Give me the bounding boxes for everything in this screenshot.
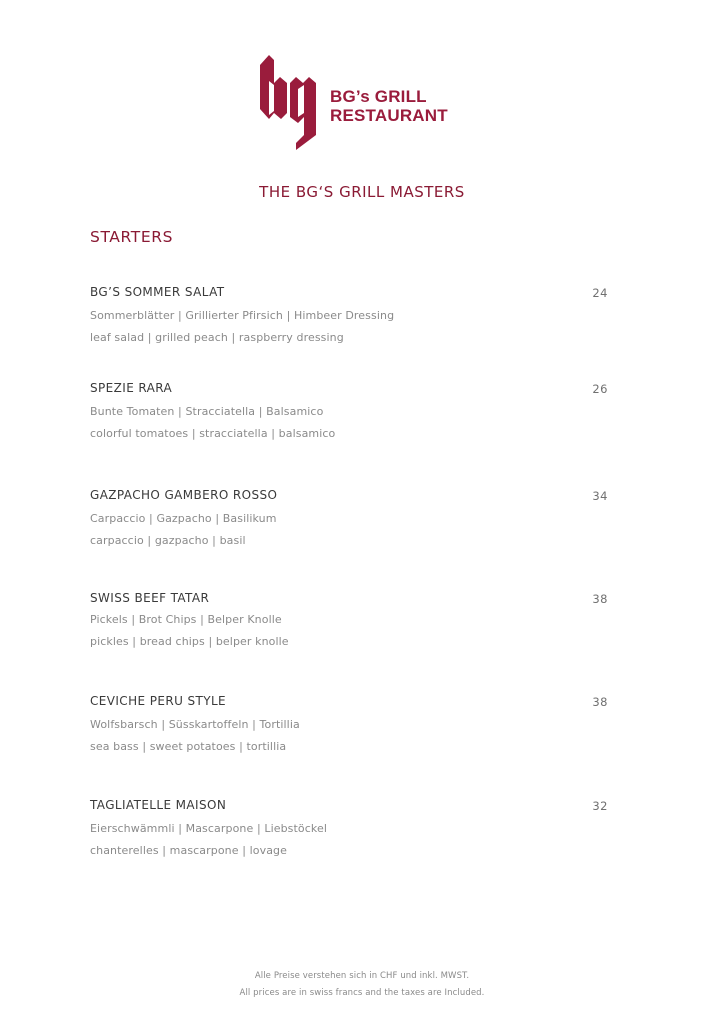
item-price: 32 [592, 799, 608, 813]
item-description-en: chanterelles | mascarpone | lovage [90, 844, 288, 857]
section-title-starters: STARTERS [90, 228, 174, 246]
item-price: 38 [592, 592, 608, 606]
bg-monogram-icon [260, 55, 320, 150]
brand-name-line1: BG’s GRILL [330, 87, 427, 106]
item-description-en: colorful tomatoes | stracciatella | balsamico [90, 427, 336, 440]
menu-title: THE BG‘S GRILL MASTERS [259, 183, 465, 201]
price-note-en: All prices are in swiss francs and the taxes are Included. [239, 988, 485, 998]
item-name: SWISS BEEF TATAR [90, 591, 210, 605]
item-description-de: Eierschwämmli | Mascarpone | Liebstöckel [90, 822, 328, 835]
item-price: 24 [592, 286, 608, 300]
item-name: SPEZIE RARA [90, 381, 173, 395]
item-price: 34 [592, 489, 608, 503]
item-description-en: pickles | bread chips | belper knolle [90, 635, 289, 648]
restaurant-logo [260, 55, 475, 150]
item-description-de: Bunte Tomaten | Stracciatella | Balsamico [90, 405, 324, 418]
item-description-de: Pickels | Brot Chips | Belper Knolle [90, 613, 282, 626]
item-description-en: leaf salad | grilled peach | raspberry dressing [90, 331, 344, 344]
item-name: BG’S SOMMER SALAT [90, 285, 225, 299]
item-price: 38 [592, 695, 608, 709]
price-note-de: Alle Preise verstehen sich in CHF und inkl. MWST. [254, 971, 470, 981]
brand-name-line2: RESTAURANT [330, 106, 448, 125]
item-name: CEVICHE PERU STYLE [90, 694, 227, 708]
item-price: 26 [592, 382, 608, 396]
item-name: TAGLIATELLE MAISON [90, 798, 227, 812]
item-description-de: Carpaccio | Gazpacho | Basilikum [90, 512, 277, 525]
brand-name [330, 87, 448, 125]
item-description-en: sea bass | sweet potatoes | tortillia [90, 740, 287, 753]
item-description-de: Sommerblätter | Grillierter Pfirsich | Himbeer Dressing [90, 309, 395, 322]
item-description-en: carpaccio | gazpacho | basil [90, 534, 246, 547]
item-name: GAZPACHO GAMBERO ROSSO [90, 488, 278, 502]
item-description-de: Wolfsbarsch | Süsskartoffeln | Tortillia [90, 718, 300, 731]
